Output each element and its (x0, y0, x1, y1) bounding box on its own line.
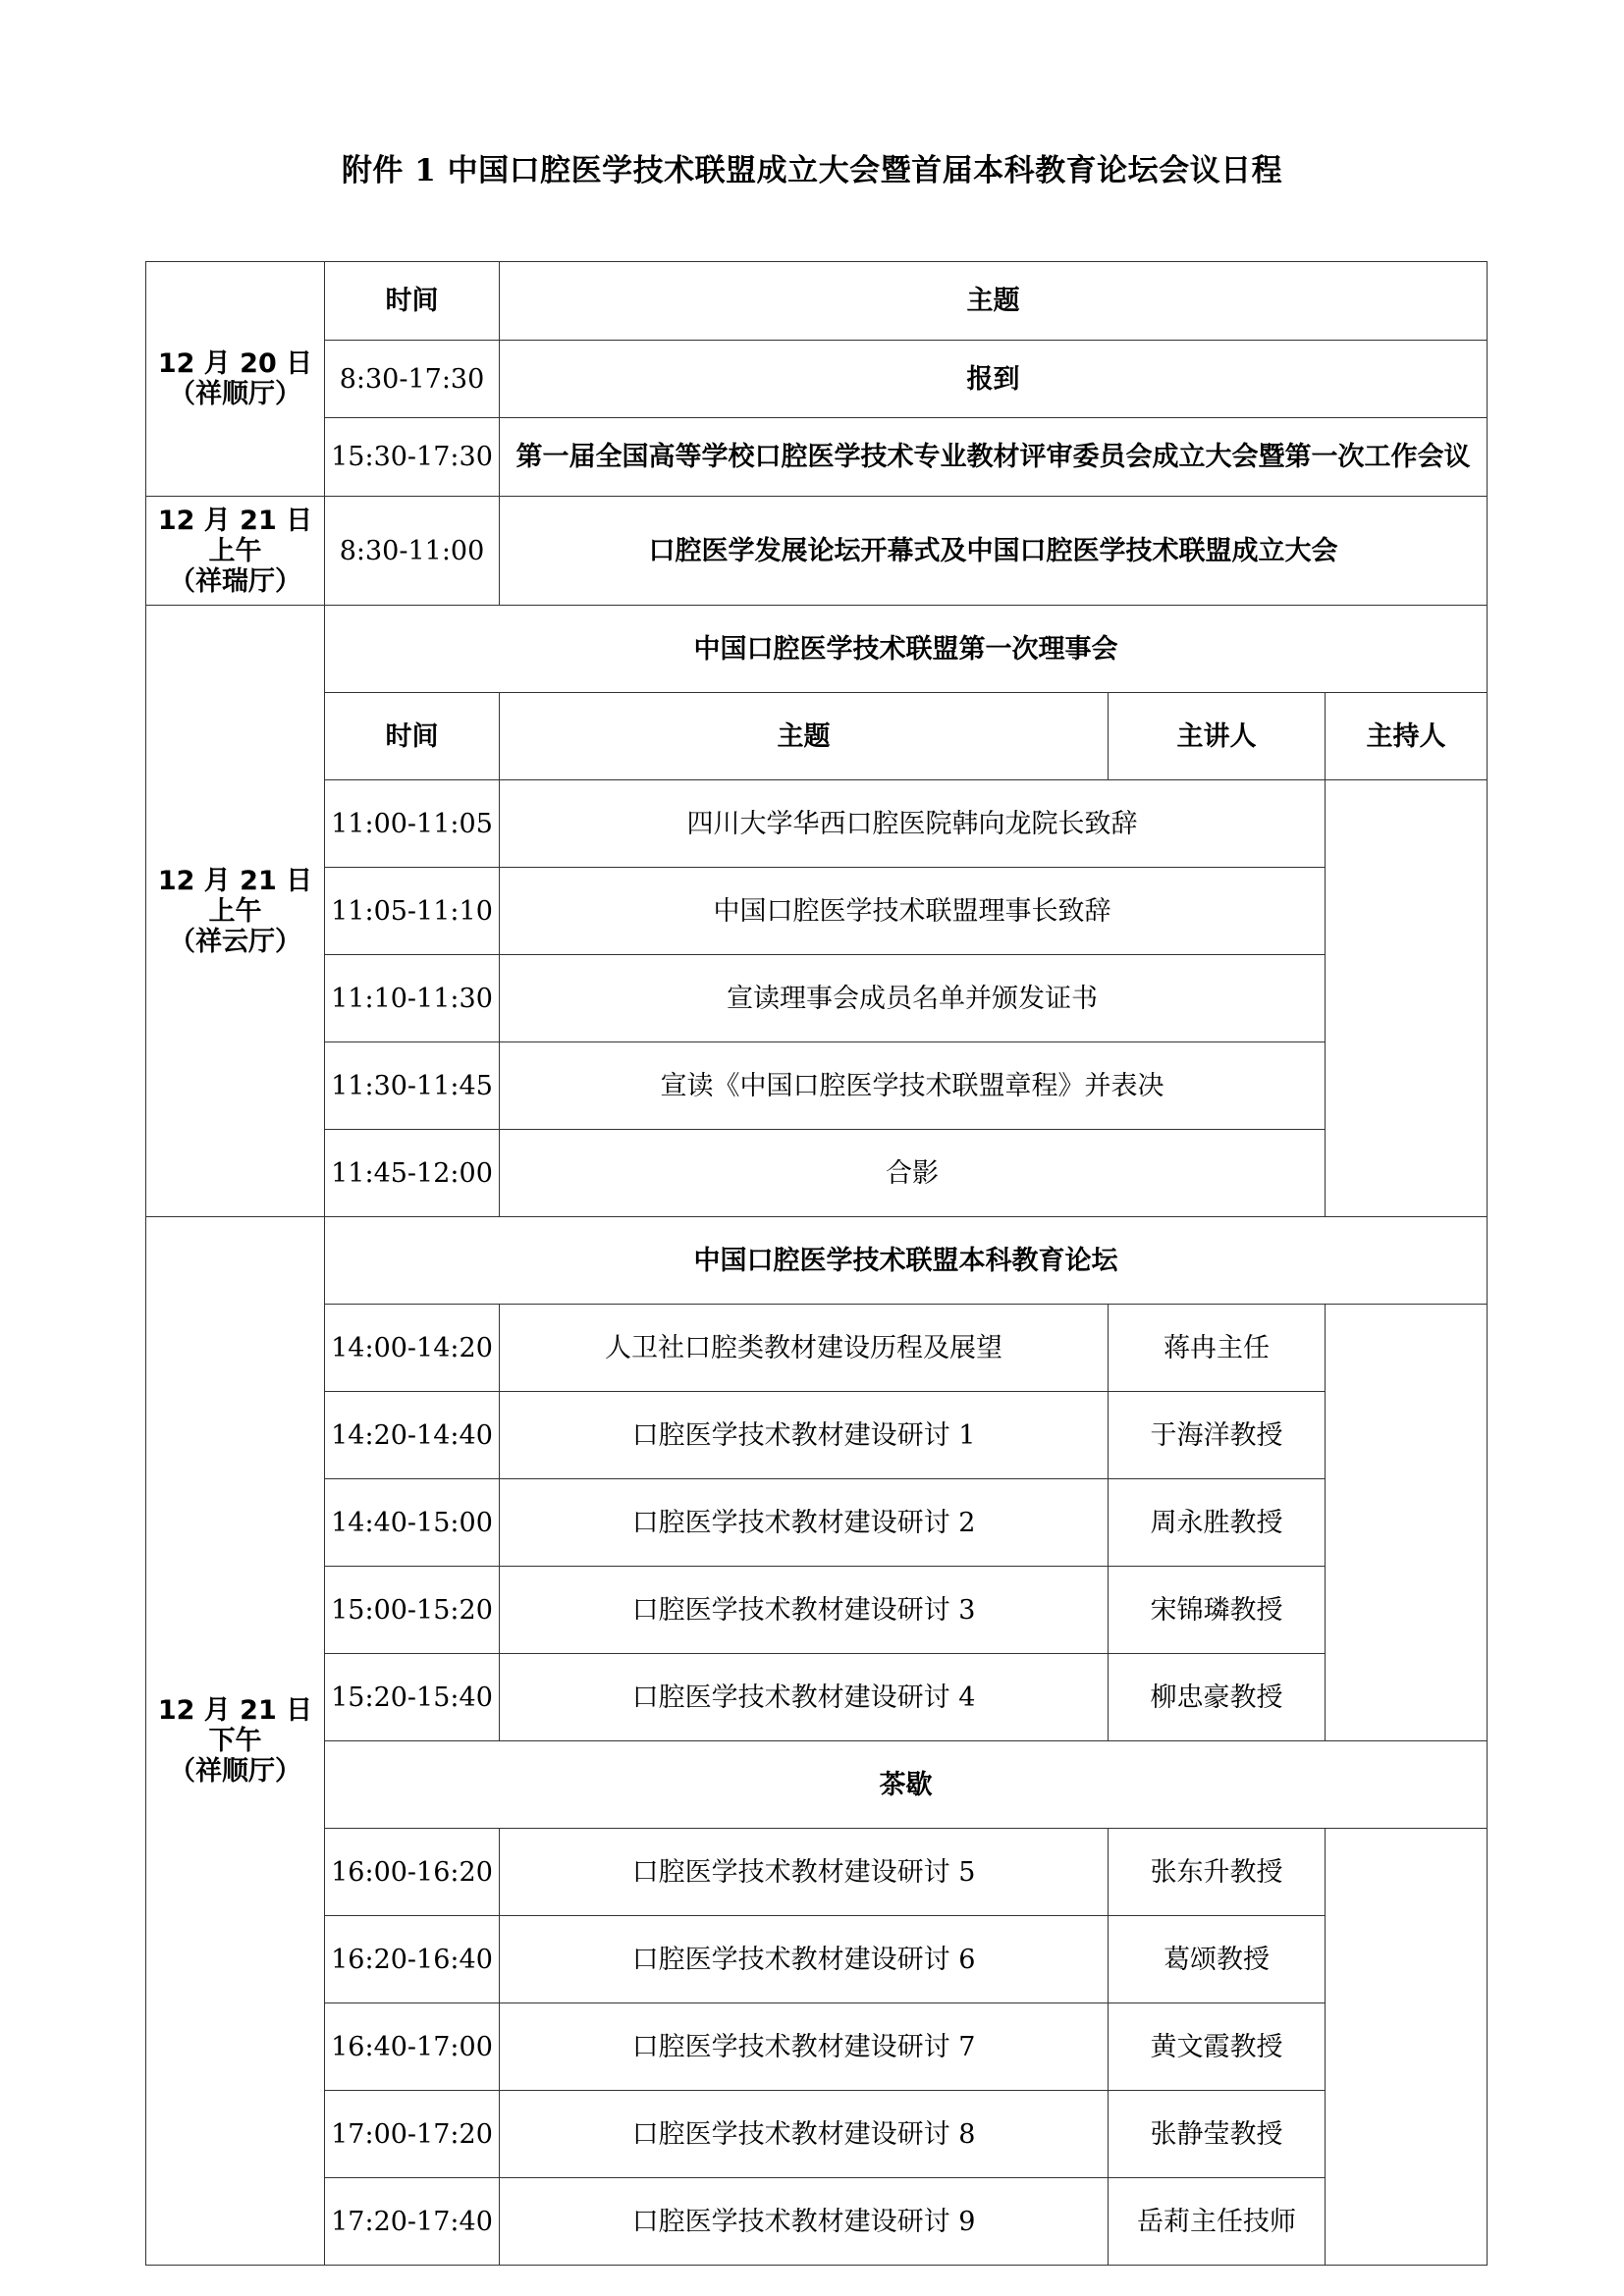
table-row (146, 1567, 1488, 1654)
speaker-cell: 黄文霞教授 (1109, 2003, 1326, 2091)
speaker-cell: 蒋冉主任 (1109, 1305, 1326, 1392)
day-venue: （祥顺厅） (169, 379, 301, 409)
time-cell: 16:20-16:40 (325, 1916, 500, 2003)
topic-cell: 口腔医学技术教材建设研讨 5 (500, 1829, 1109, 1916)
header-topic: 主题 (500, 262, 1488, 341)
day-date: 12 月 21 日 (157, 505, 313, 536)
speaker-cell: 宋锦璘教授 (1109, 1567, 1326, 1654)
time-cell: 16:00-16:20 (325, 1829, 500, 1916)
day-period: 上午 (208, 895, 262, 927)
table-row (146, 1217, 1488, 1305)
header-speaker: 主讲人 (1109, 693, 1326, 780)
time-cell: 11:45-12:00 (325, 1130, 500, 1217)
time-cell: 11:00-11:05 (325, 780, 500, 868)
day-cell (146, 606, 325, 1217)
time-cell: 11:05-11:10 (325, 868, 500, 955)
table-row (146, 1130, 1488, 1217)
host-cell (1326, 1829, 1488, 2266)
table-row (146, 1042, 1488, 1130)
header-topic: 主题 (500, 693, 1109, 780)
host-cell (1326, 1305, 1488, 1741)
day-period: 上午 (208, 535, 262, 566)
speaker-cell: 葛颂教授 (1109, 1916, 1326, 2003)
table-row (146, 2003, 1488, 2091)
time-cell: 15:00-15:20 (325, 1567, 500, 1654)
topic-cell: 口腔医学发展论坛开幕式及中国口腔医学技术联盟成立大会 (500, 497, 1488, 606)
table-row (146, 2091, 1488, 2178)
day-date: 12 月 20 日 (157, 348, 313, 379)
table-row (146, 1392, 1488, 1479)
document-title: 附件 1 中国口腔医学技术联盟成立大会暨首届本科教育论坛会议日程 (341, 153, 1283, 188)
time-cell: 11:30-11:45 (325, 1042, 500, 1130)
table-row (146, 955, 1488, 1042)
table-row (146, 262, 1488, 341)
table-row (146, 1741, 1488, 1829)
table-row (146, 1479, 1488, 1567)
topic-cell: 口腔医学技术教材建设研讨 6 (500, 1916, 1109, 2003)
speaker-cell: 柳忠豪教授 (1109, 1654, 1326, 1741)
topic-cell: 口腔医学技术教材建设研讨 9 (500, 2178, 1109, 2266)
topic-cell: 宣读理事会成员名单并颁发证书 (500, 955, 1326, 1042)
table-row (146, 1916, 1488, 2003)
time-cell: 8:30-17:30 (325, 341, 500, 418)
header-time: 时间 (325, 693, 500, 780)
section-title: 中国口腔医学技术联盟本科教育论坛 (325, 1217, 1488, 1305)
table-row (146, 341, 1488, 418)
speaker-cell: 岳莉主任技师 (1109, 2178, 1326, 2266)
topic-cell: 合影 (500, 1130, 1326, 1217)
time-cell: 17:20-17:40 (325, 2178, 500, 2266)
topic-cell: 第一届全国高等学校口腔医学技术专业教材评审委员会成立大会暨第一次工作会议 (500, 418, 1488, 497)
day-venue: （祥云厅） (169, 926, 301, 957)
time-cell: 15:30-17:30 (325, 418, 500, 497)
topic-cell: 四川大学华西口腔医院韩向龙院长致辞 (500, 780, 1326, 868)
table-row (146, 693, 1488, 780)
schedule-table (145, 261, 1488, 2266)
time-cell: 14:40-15:00 (325, 1479, 500, 1567)
table-row (146, 868, 1488, 955)
speaker-cell: 于海洋教授 (1109, 1392, 1326, 1479)
topic-cell: 口腔医学技术教材建设研讨 1 (500, 1392, 1109, 1479)
speaker-cell: 张东升教授 (1109, 1829, 1326, 1916)
time-cell: 11:10-11:30 (325, 955, 500, 1042)
host-cell (1326, 780, 1488, 1217)
table-row (146, 418, 1488, 497)
time-cell: 14:00-14:20 (325, 1305, 500, 1392)
header-host: 主持人 (1326, 693, 1488, 780)
day-cell (146, 497, 325, 606)
topic-cell: 口腔医学技术教材建设研讨 4 (500, 1654, 1109, 1741)
time-cell: 17:00-17:20 (325, 2091, 500, 2178)
day-cell (146, 1217, 325, 2266)
day-venue: （祥顺厅） (169, 1756, 301, 1787)
topic-cell: 口腔医学技术教材建设研讨 2 (500, 1479, 1109, 1567)
topic-cell: 人卫社口腔类教材建设历程及展望 (500, 1305, 1109, 1392)
topic-cell: 口腔医学技术教材建设研讨 3 (500, 1567, 1109, 1654)
speaker-cell: 张静莹教授 (1109, 2091, 1326, 2178)
time-cell: 8:30-11:00 (325, 497, 500, 606)
day-period: 下午 (208, 1726, 262, 1756)
day-date: 12 月 21 日 (157, 865, 313, 896)
time-cell: 14:20-14:40 (325, 1392, 500, 1479)
break-row: 茶歇 (325, 1741, 1488, 1829)
header-time: 时间 (325, 262, 500, 341)
day-date: 12 月 21 日 (157, 1695, 313, 1726)
table-row (146, 606, 1488, 693)
topic-cell: 报到 (500, 341, 1488, 418)
speaker-cell: 周永胜教授 (1109, 1479, 1326, 1567)
time-cell: 16:40-17:00 (325, 2003, 500, 2091)
time-cell: 15:20-15:40 (325, 1654, 500, 1741)
topic-cell: 口腔医学技术教材建设研讨 8 (500, 2091, 1109, 2178)
section-title: 中国口腔医学技术联盟第一次理事会 (325, 606, 1488, 693)
day-cell (146, 262, 325, 497)
topic-cell: 口腔医学技术教材建设研讨 7 (500, 2003, 1109, 2091)
table-row (146, 1305, 1488, 1392)
table-row (146, 1829, 1488, 1916)
table-row (146, 497, 1488, 606)
topic-cell: 宣读《中国口腔医学技术联盟章程》并表决 (500, 1042, 1326, 1130)
table-row (146, 2178, 1488, 2266)
topic-cell: 中国口腔医学技术联盟理事长致辞 (500, 868, 1326, 955)
table-row (146, 1654, 1488, 1741)
day-venue: （祥瑞厅） (169, 565, 301, 597)
table-row (146, 780, 1488, 868)
